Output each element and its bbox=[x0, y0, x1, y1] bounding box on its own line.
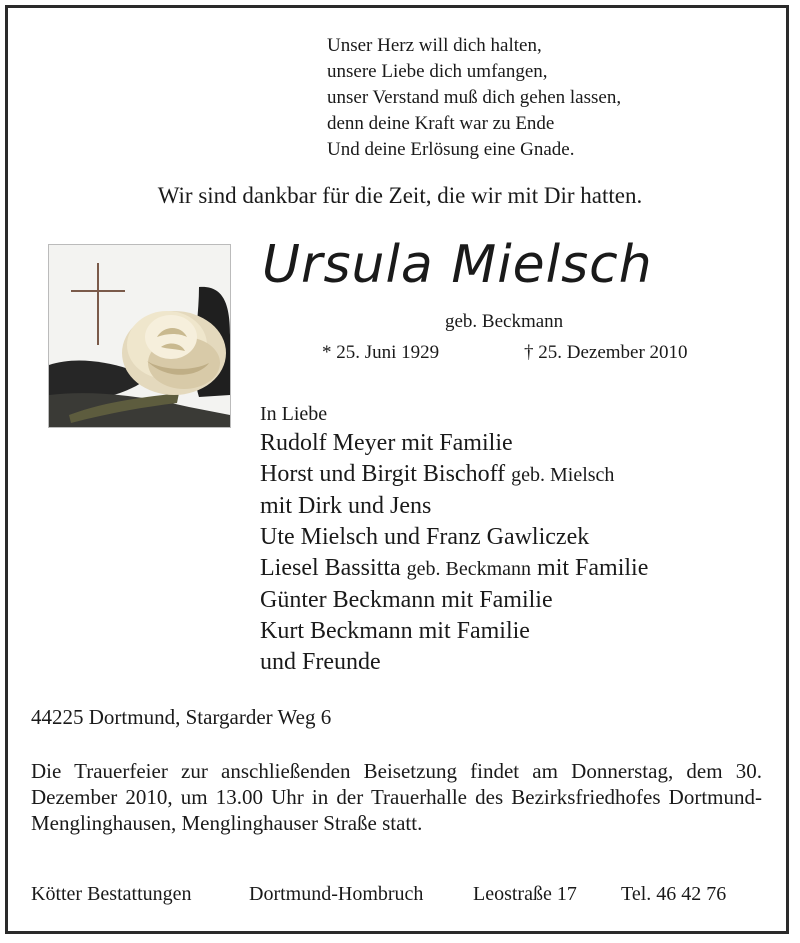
mourner-line bbox=[260, 616, 648, 647]
mourner-name: und Freunde bbox=[260, 649, 381, 675]
mourner-name: Horst und Birgit Bischoff bbox=[260, 461, 506, 487]
mourners-list bbox=[260, 400, 648, 678]
mourner-suffix: mit Familie bbox=[537, 555, 649, 581]
mourner-note: geb. Beckmann bbox=[406, 558, 532, 580]
rose-cross-image bbox=[48, 244, 231, 428]
death-date: † 25. Dezember 2010 bbox=[524, 342, 688, 363]
poem-line: Unser Herz will dich halten, bbox=[327, 35, 542, 56]
mourner-name: Liesel Bassitta bbox=[260, 555, 401, 581]
mourner-line bbox=[260, 585, 648, 616]
birth-date: * 25. Juni 1929 bbox=[322, 342, 440, 363]
mourner-name: Rudolf Meyer mit Familie bbox=[260, 430, 513, 456]
poem-line: unser Verstand muß dich gehen lassen, bbox=[327, 87, 622, 108]
mourner-name: Kurt Beckmann mit Familie bbox=[260, 618, 530, 644]
mourner-line bbox=[260, 553, 648, 585]
mourner-line bbox=[260, 647, 648, 678]
funeral-home-district: Dortmund-Hombruch bbox=[249, 883, 424, 905]
birth-name: geb. Beckmann bbox=[445, 311, 564, 332]
funeral-home-street: Leostraße 17 bbox=[473, 883, 577, 905]
poem-line: Und deine Erlösung eine Gnade. bbox=[327, 139, 575, 160]
mourners-intro: In Liebe bbox=[260, 403, 328, 425]
funeral-service-text: Die Trauerfeier zur anschließenden Beisetzung findet am Donnerstag, dem 30. Dezember 2010, um 13.00 Uhr in der Trauerhalle des Bezirksfriedhofes Dortmund-Menglinghausen, Menglinghauser Straße statt. bbox=[31, 759, 762, 835]
mourner-line bbox=[260, 428, 648, 459]
poem-line: unsere Liebe dich umfangen, bbox=[327, 61, 548, 82]
mourner-name: Günter Beckmann mit Familie bbox=[260, 587, 553, 613]
mourner-line bbox=[260, 459, 648, 491]
thanks-line: Wir sind dankbar für die Zeit, die wir mit Dir hatten. bbox=[157, 183, 643, 208]
mourner-name: Ute Mielsch und Franz Gawliczek bbox=[260, 524, 590, 550]
mourner-note: geb. Mielsch bbox=[511, 464, 615, 486]
poem bbox=[327, 33, 621, 163]
funeral-home-name: Kötter Bestattungen bbox=[31, 883, 192, 905]
family-address: 44225 Dortmund, Stargarder Weg 6 bbox=[31, 705, 332, 729]
funeral-home-phone: Tel. 46 42 76 bbox=[621, 883, 727, 905]
mourner-line bbox=[260, 491, 648, 522]
mourner-line bbox=[260, 522, 648, 553]
poem-line: denn deine Kraft war zu Ende bbox=[327, 113, 555, 134]
mourner-name: mit Dirk und Jens bbox=[260, 493, 432, 519]
deceased-name: Ursula Mielsch bbox=[262, 235, 653, 295]
